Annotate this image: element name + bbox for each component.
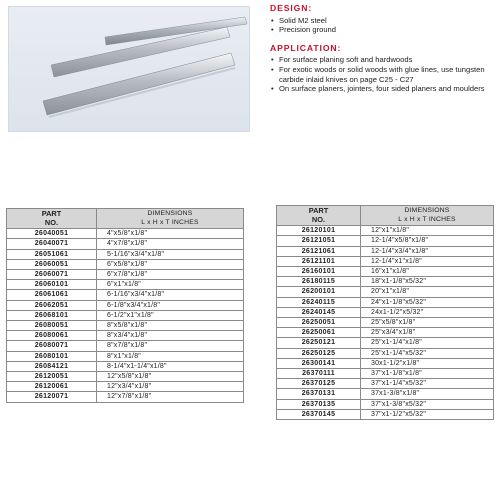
product-photo-planer-knives (8, 6, 250, 132)
part-number-cell: 26084121 (7, 361, 97, 371)
part-number-cell: 26060051 (7, 259, 97, 269)
dimensions-cell: 18"x1-1/8"x5/32" (361, 277, 494, 287)
table-row (7, 270, 244, 280)
part-number-cell: 26300141 (277, 358, 361, 368)
part-number-cell: 26370111 (277, 369, 361, 379)
table-row (277, 307, 494, 317)
dimensions-cell: 6-1/16"x3/4"x1/8" (97, 290, 244, 300)
part-number-cell: 26370131 (277, 389, 361, 399)
part-number-cell: 26068101 (7, 310, 97, 320)
part-number-cell: 26370125 (277, 379, 361, 389)
dimensions-cell: 37"x1-1/8"x1/8" (361, 369, 494, 379)
dimensions-cell: 25"x5/8"x1/8" (361, 318, 494, 328)
table-row (7, 310, 244, 320)
dimensions-cell: 12-1/4"x3/4"x1/8" (361, 246, 494, 256)
planer-knives-illustration (9, 7, 249, 131)
table-row (277, 369, 494, 379)
application-heading: APPLICATION: (270, 42, 342, 53)
part-number-cell: 26040071 (7, 239, 97, 249)
dimensions-cell: 20"x1"x1/8" (361, 287, 494, 297)
dimensions-cell: 8"x7/8"x1/8" (97, 341, 244, 351)
part-number-cell: 26120071 (7, 392, 97, 402)
application-item: • On surface planers, jointers, four sided planers and moulders (270, 84, 496, 94)
dimensions-cell: 37x1-3/8"x1/8" (361, 389, 494, 399)
table-row (277, 236, 494, 246)
part-number-cell: 26240145 (277, 307, 361, 317)
dimensions-cell: 37"x1-1/2"x5/32" (361, 409, 494, 419)
table-row (277, 318, 494, 328)
dimensions-cell: 5-1/16"x3/4"x1/8" (97, 249, 244, 259)
dimensions-cell: 6"x7/8"x1/8" (97, 270, 244, 280)
table-row (277, 389, 494, 399)
application-item: • For surface planing soft and hardwoods (270, 55, 496, 65)
table-header-row (277, 206, 494, 226)
dimensions-cell: 12-1/4"x1"x1/8" (361, 256, 494, 266)
part-number-cell: 26250051 (277, 318, 361, 328)
table-row (7, 321, 244, 331)
dimensions-cell: 4"x5/8"x1/8" (97, 229, 244, 239)
table-row (7, 361, 244, 371)
table-row (7, 229, 244, 239)
table-row (277, 338, 494, 348)
table-row (277, 328, 494, 338)
dimensions-cell: 12"x7/8"x1/8" (97, 392, 244, 402)
dimensions-cell: 25"x3/4"x1/8" (361, 328, 494, 338)
table-row (7, 392, 244, 402)
table-row (277, 287, 494, 297)
table-row (7, 351, 244, 361)
dimensions-cell: 24x1-1/2"x5/32" (361, 307, 494, 317)
part-number-cell: 26061061 (7, 290, 97, 300)
dimensions-cell: 25"x1-1/4"x5/32" (361, 348, 494, 358)
part-number-cell: 26200101 (277, 287, 361, 297)
table-row (7, 372, 244, 382)
dimensions-header: DIMENSIONS L x H x T INCHES (97, 209, 244, 229)
dimensions-cell: 8-1/4"x1-1/4"x1/8" (97, 361, 244, 371)
part-number-cell: 26250125 (277, 348, 361, 358)
dimensions-cell: 6"x1"x1/8" (97, 280, 244, 290)
table-row (277, 267, 494, 277)
application-item: • For exotic woods or solid woods with glue lines, use tungsten carbide inlaid knives on page C25 - C27 (270, 65, 496, 84)
part-number-cell: 26370145 (277, 409, 361, 419)
dimensions-cell: 8"x1"x1/8" (97, 351, 244, 361)
table-row (7, 280, 244, 290)
table-row (7, 239, 244, 249)
part-number-cell: 26121061 (277, 246, 361, 256)
table-row (7, 331, 244, 341)
design-list (270, 16, 496, 35)
part-number-cell: 26080061 (7, 331, 97, 341)
part-number-cell: 26120061 (7, 382, 97, 392)
dimensions-cell: 6-1/8"x3/4"x1/8" (97, 300, 244, 310)
part-number-cell: 26250121 (277, 338, 361, 348)
part-no-header: PART NO. (7, 209, 97, 229)
table-row (7, 259, 244, 269)
dimensions-cell: 12-1/4"x5/8"x1/8" (361, 236, 494, 246)
table-row (277, 379, 494, 389)
part-number-cell: 26040051 (7, 229, 97, 239)
table-row (7, 290, 244, 300)
part-number-cell: 26120101 (277, 226, 361, 236)
table-row (277, 246, 494, 256)
dimensions-header: DIMENSIONS L x H x T INCHES (361, 206, 494, 226)
part-number-cell: 26080051 (7, 321, 97, 331)
dimensions-cell: 4"x7/8"x1/8" (97, 239, 244, 249)
table-row (277, 226, 494, 236)
part-number-cell: 26060071 (7, 270, 97, 280)
table-row (277, 277, 494, 287)
specifications-section (270, 4, 496, 94)
table-row (7, 300, 244, 310)
part-number-cell: 26060101 (7, 280, 97, 290)
part-number-cell: 26120051 (7, 372, 97, 382)
dimensions-cell: 37"x1-1/4"x5/32" (361, 379, 494, 389)
part-no-header: PART NO. (277, 206, 361, 226)
part-number-cell: 26051061 (7, 249, 97, 259)
table-row (7, 341, 244, 351)
table-row (7, 249, 244, 259)
part-number-cell: 26240115 (277, 297, 361, 307)
part-number-cell: 26080101 (7, 351, 97, 361)
table-row (277, 409, 494, 419)
part-number-cell: 26370135 (277, 399, 361, 409)
table-header-row (7, 209, 244, 229)
parts-table-right (276, 205, 494, 420)
table-row (277, 348, 494, 358)
part-number-cell: 26080071 (7, 341, 97, 351)
design-heading: DESIGN: (270, 3, 313, 13)
dimensions-cell: 24"x1-1/8"x5/32" (361, 297, 494, 307)
dimensions-cell: 8"x5/8"x1/8" (97, 321, 244, 331)
design-item: • Precision ground (270, 25, 496, 35)
table-row (7, 382, 244, 392)
dimensions-cell: 12"x3/4"x1/8" (97, 382, 244, 392)
table-body (7, 229, 244, 402)
part-number-cell: 26180115 (277, 277, 361, 287)
dimensions-cell: 6-1/2"x1"x1/8" (97, 310, 244, 320)
design-item: • Solid M2 steel (270, 16, 496, 26)
table-row (277, 358, 494, 368)
parts-table-left (6, 208, 244, 403)
part-number-cell: 26160101 (277, 267, 361, 277)
dimensions-cell: 16"x1"x1/8" (361, 267, 494, 277)
table-body (277, 226, 494, 420)
application-list (270, 55, 496, 93)
part-number-cell: 26062051 (7, 300, 97, 310)
table-row (277, 297, 494, 307)
part-number-cell: 26250061 (277, 328, 361, 338)
part-number-cell: 26121051 (277, 236, 361, 246)
dimensions-cell: 37"x1-3/8"x5/32" (361, 399, 494, 409)
dimensions-cell: 25"x1-1/4"x1/8" (361, 338, 494, 348)
dimensions-cell: 12"x1"x1/8" (361, 226, 494, 236)
table-row (277, 256, 494, 266)
dimensions-cell: 6"x5/8"x1/8" (97, 259, 244, 269)
dimensions-cell: 8"x3/4"x1/8" (97, 331, 244, 341)
dimensions-cell: 30x1-1/2"x1/8" (361, 358, 494, 368)
table-row (277, 399, 494, 409)
part-number-cell: 26121101 (277, 256, 361, 266)
dimensions-cell: 12"x5/8"x1/8" (97, 372, 244, 382)
